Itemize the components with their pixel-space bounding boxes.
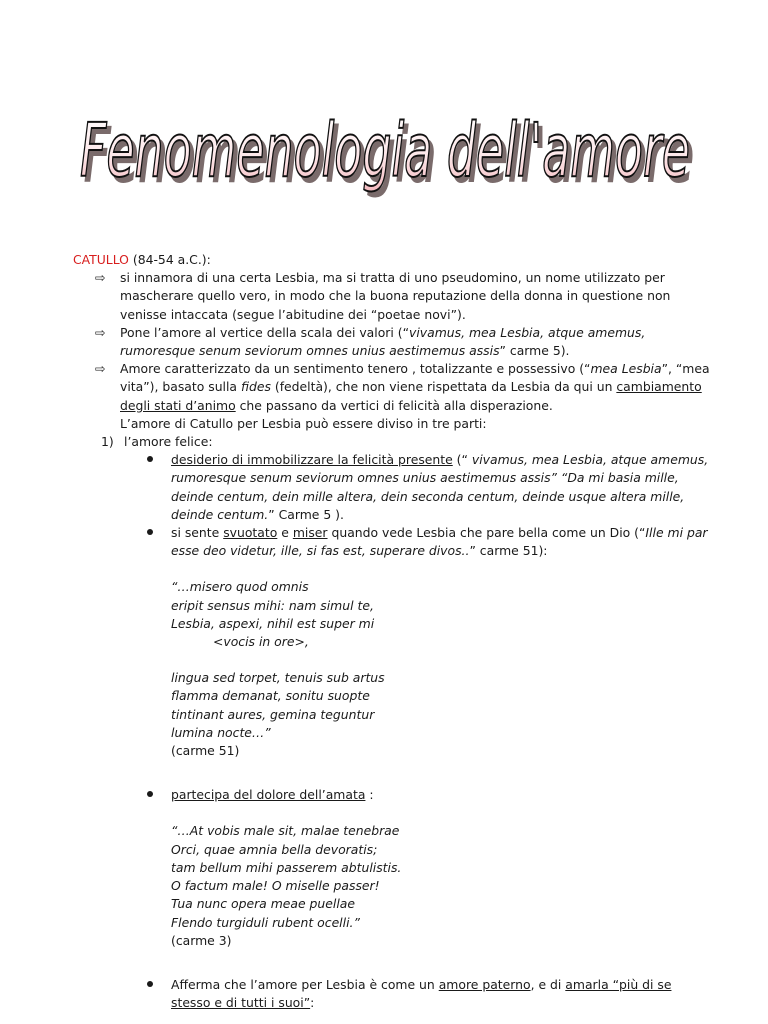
bullet-point: partecipa del dolore dell’amata : (171, 786, 711, 804)
arrow-bullet-icon: ⇨ (95, 270, 106, 286)
author-dates: (84-54 a.C.): (128, 252, 211, 267)
bullet-dot-icon (147, 981, 153, 987)
poem-line: tintinant aures, gemina teguntur (171, 706, 375, 722)
poem-line: Tua nunc opera meae puellae (171, 896, 356, 912)
bullet-dot-icon (147, 456, 153, 462)
title-shadow: Fenomenologia dell'amore (84, 113, 694, 199)
division-text: L’amore di Catullo per Lesbia può essere diviso in tre parti: (120, 415, 487, 431)
document-title (0, 78, 768, 208)
arrow-bullet-icon: ⇨ (95, 324, 106, 340)
document-body (0, 251, 768, 1012)
poem-line: tam bellum mihi passerem abtulistis. (171, 859, 402, 875)
poem-line: lumina nocte…” (171, 724, 271, 740)
arrow-bullet-icon: ⇨ (95, 361, 106, 377)
bullet-point: Afferma che l’amore per Lesbia è come un amore paterno, e di amarla “più di se stesso e di tutti i suoi”: (171, 976, 711, 1012)
bullet-point: desiderio di immobilizzare la felicità presente (“ vivamus, mea Lesbia, atque amemus, rumoresque senum seviorum omnes unius aestimemus assis” “Da mi basia mille, deinde centum, dein mille altera, dein seconda centum, deinde usque altera mille, deinde centum.” Carme 5 ). (171, 451, 711, 524)
poem-carme-51 (171, 578, 768, 760)
intro-point: ⇨ Pone l’amore al vertice della scala dei valori (“vivamus, mea Lesbia, atque amemus, rumoresque senum seviorum omnes unius aestimemus assis” carme 5). (95, 324, 646, 359)
poem-line: Orci, quae amnia bella devoratis; (171, 841, 378, 857)
poem-line: flamma demanat, sonitu suopte (171, 688, 370, 704)
poem-line: lingua sed torpet, tenuis sub artus (171, 670, 385, 686)
poem-line: “…misero quod omnis (171, 579, 309, 595)
poem-reference: (carme 51) (171, 743, 240, 759)
poem-line: <vocis in ore>, (213, 634, 309, 650)
part-label: l’amore felice: (124, 434, 213, 450)
poem-line: “…At vobis male sit, malae tenebrae (171, 823, 400, 839)
bullet-dot-icon (147, 529, 153, 535)
author-heading (73, 251, 768, 269)
title-text: Fenomenologia dell'amore (80, 108, 690, 194)
bullet-dot-icon (147, 791, 153, 797)
poem-reference: (carme 3) (171, 932, 232, 948)
title-wordart (0, 78, 768, 208)
poem-line: Lesbia, aspexi, nihil est super mi (171, 615, 375, 631)
author-name: CATULLO (73, 252, 129, 267)
intro-list (0, 269, 768, 415)
intro-point: ⇨ si innamora di una certa Lesbia, ma si tratta di uno pseudomino, un nome utilizzato per mascherare quello vero, in modo che la buona reputazione della donna in questione non venisse intaccata (segue l’abitudine dei “poetae novi”). (95, 270, 671, 322)
poem-carme-3 (171, 822, 768, 949)
part-1-heading (101, 433, 768, 451)
bullet-point: si sente svuotato e miser quando vede Lesbia che pare bella come un Dio (“Ille mi par esse deo videtur, ille, si fas est, superare divos..” carme 51): (171, 524, 711, 560)
poem-line: O factum male! O miselle passer! (171, 878, 380, 894)
poem-line: eripit sensus mihi: nam simul te, (171, 597, 374, 613)
part-number: 1) (101, 434, 114, 450)
poem-line: Flendo turgiduli rubent ocelli.” (171, 914, 360, 930)
intro-point: ⇨ Amore caratterizzato da un sentimento tenero , totalizzante e possessivo (“mea Lesbia”, “mea vita”), basato sulla fides (fedeltà), che non viene rispettata da Lesbia da qui un cambiamento degli stati d’animo che passano da vertici di felicità alla disperazione. (95, 361, 710, 413)
